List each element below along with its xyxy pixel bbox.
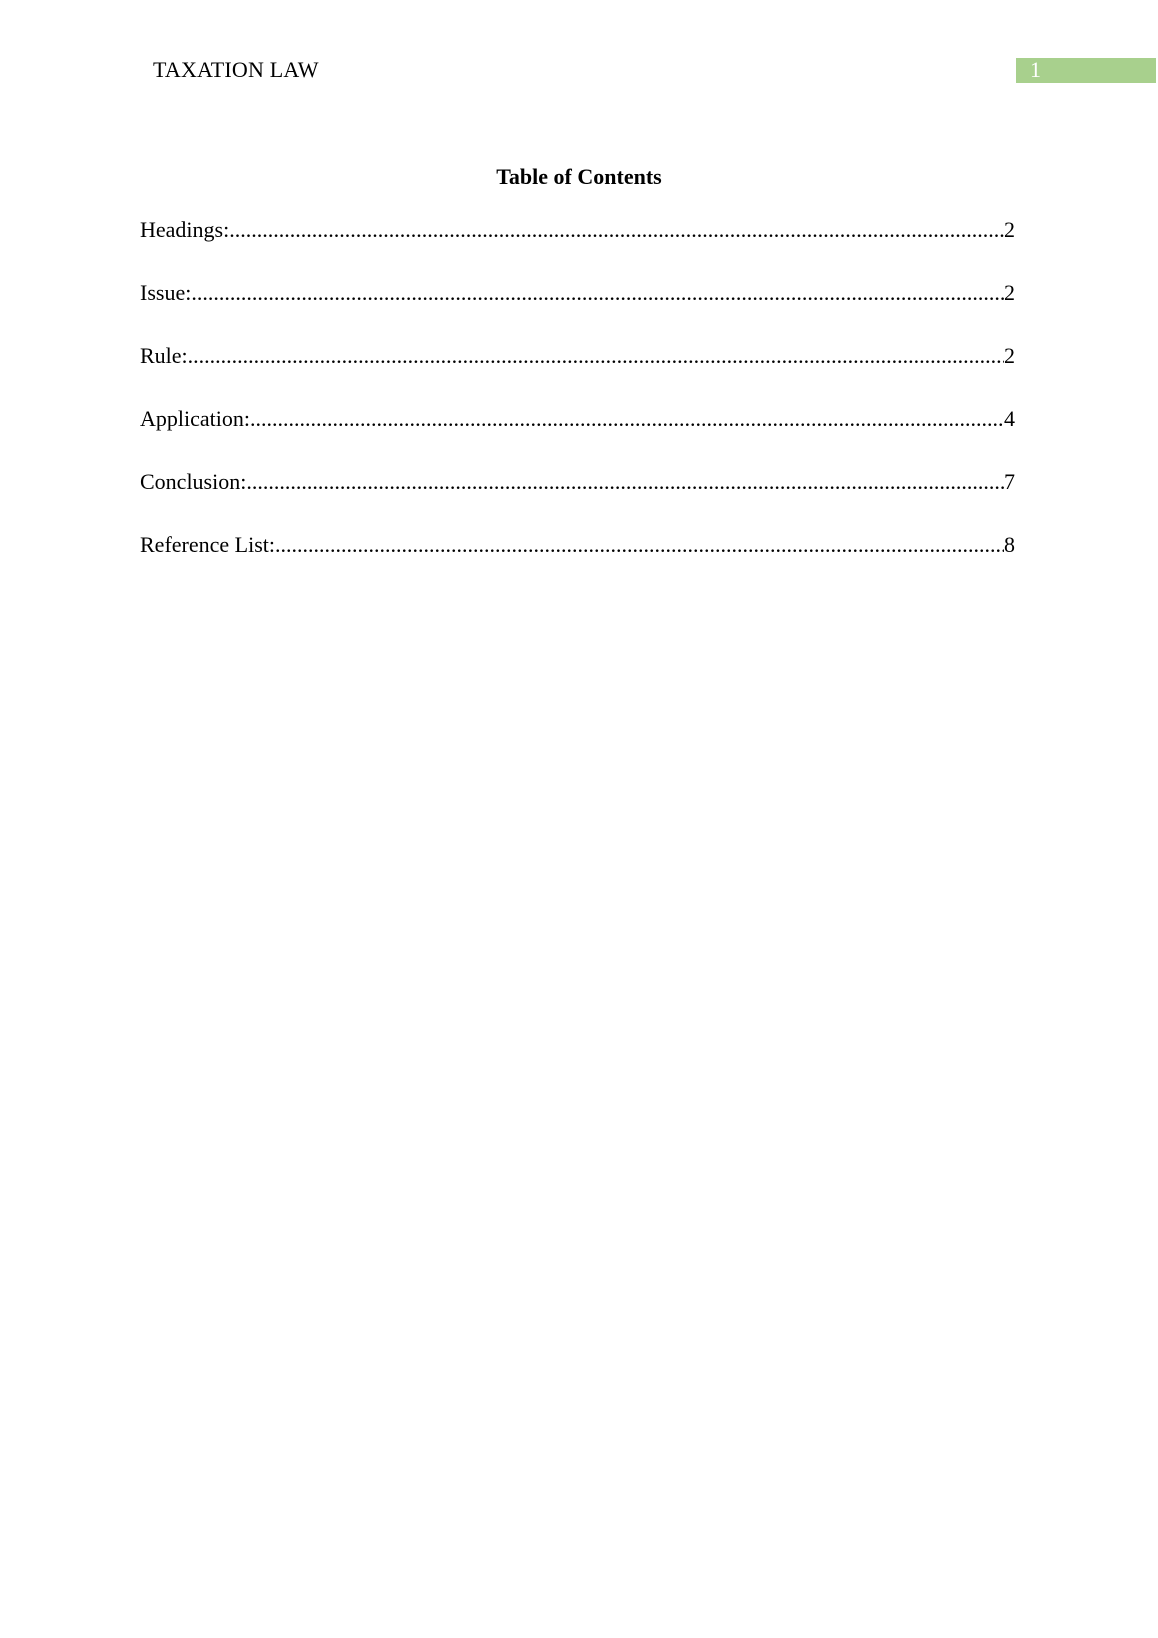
toc-entry-reference-list[interactable] (140, 530, 1015, 593)
toc-entry-conclusion[interactable] (140, 467, 1015, 530)
toc-dot-leader (250, 404, 1004, 434)
toc-entry-page: 4 (1004, 406, 1015, 431)
toc-entry-label: Conclusion: (140, 469, 247, 494)
toc-entry-label: Headings: (140, 217, 230, 242)
toc-entry-page: 2 (1004, 217, 1015, 242)
toc-entry-label: Application: (140, 406, 250, 431)
toc-dot-leader (246, 467, 1004, 497)
page-number-badge (1016, 58, 1156, 83)
toc-dot-leader (191, 278, 1004, 308)
toc-entry-label: Rule: (140, 343, 188, 368)
toc-entry-page: 2 (1004, 343, 1015, 368)
toc-dot-leader (188, 341, 1004, 371)
toc-entry-rule[interactable] (140, 341, 1015, 404)
toc-entry-headings[interactable] (140, 215, 1015, 278)
toc-entry-application[interactable] (140, 404, 1015, 467)
toc-entry-issue[interactable] (140, 278, 1015, 341)
toc-dot-leader (275, 530, 1004, 560)
toc-list (140, 215, 1015, 593)
toc-entry-label: Reference List: (140, 532, 275, 557)
page-number: 1 (1030, 57, 1041, 82)
toc-entry-page: 8 (1004, 532, 1015, 557)
toc-entry-page: 7 (1004, 469, 1015, 494)
toc-entry-page: 2 (1004, 280, 1015, 305)
toc-dot-leader (229, 215, 1004, 245)
toc-heading: Table of Contents (496, 164, 662, 189)
running-header-title: TAXATION LAW (153, 57, 319, 82)
toc-entry-label: Issue: (140, 280, 192, 305)
